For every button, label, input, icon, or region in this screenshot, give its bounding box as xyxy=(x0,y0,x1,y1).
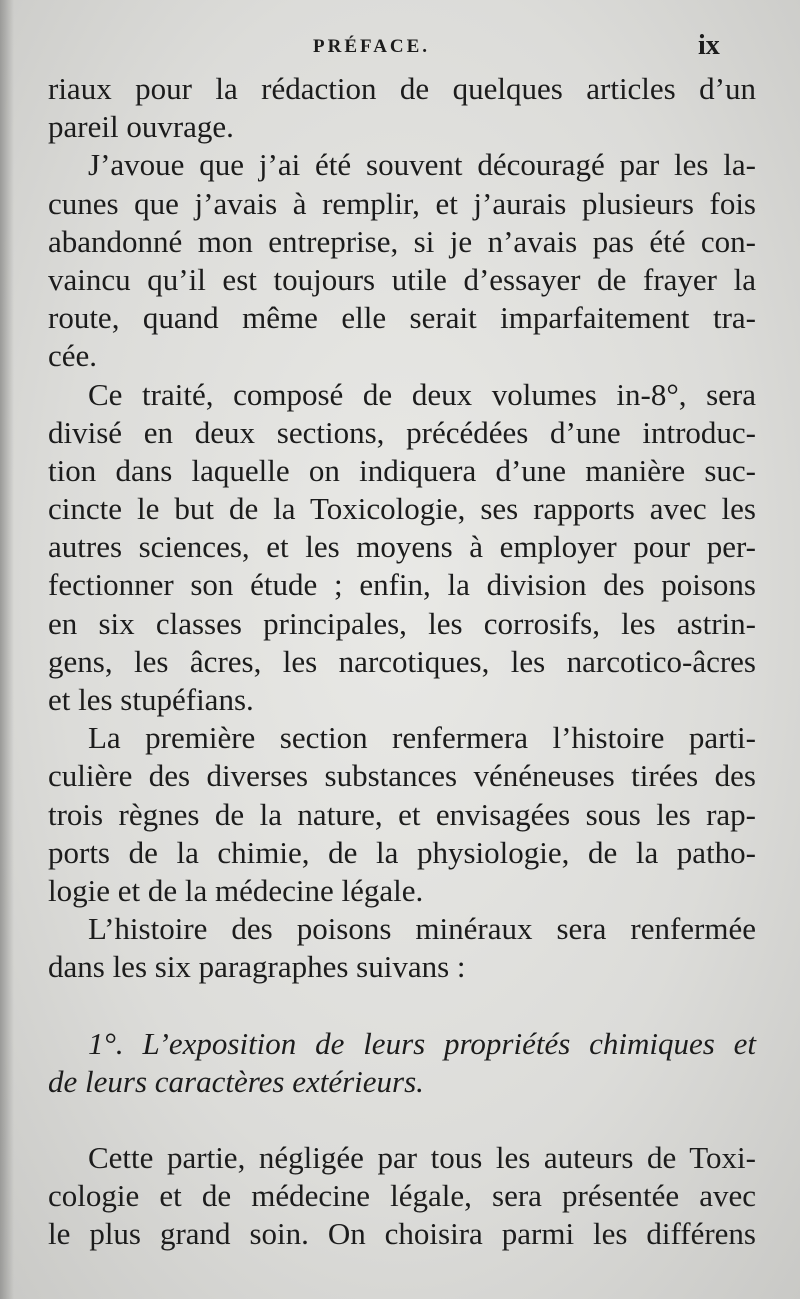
page-number: ix xyxy=(698,30,720,61)
text-line: tion dans laquelle on indiquera d’une manière suc- xyxy=(48,452,756,488)
section-heading-line: 1°. L’exposition de leurs propriétés chimiques et xyxy=(88,1025,756,1061)
text-line: divisé en deux sections, précédées d’une introduc- xyxy=(48,414,756,450)
text-line: J’avoue que j’ai été souvent découragé par les la- xyxy=(88,147,756,183)
text-line: trois règnes de la nature, et envisagées sous les rap- xyxy=(48,796,756,832)
running-title: PRÉFACE. xyxy=(313,36,431,57)
text-line: et les stupéfians. xyxy=(48,682,254,717)
text-line: La première section renfermera l’histoire parti- xyxy=(88,720,756,756)
text-line: abandonné mon entreprise, si je n’avais pas été con- xyxy=(48,223,756,259)
text-line: culière des diverses substances vénéneuses tirées des xyxy=(48,758,756,794)
text-line: ports de la chimie, de la physiologie, de la patho- xyxy=(48,834,756,870)
text-line: dans les six paragraphes suivans : xyxy=(48,949,466,985)
text-line: Cette partie, négligée par tous les auteurs de Toxi- xyxy=(88,1139,756,1175)
text-line: Ce traité, composé de deux volumes in-8°, sera xyxy=(88,376,756,412)
text-line: riaux pour la rédaction de quelques articles d’un xyxy=(48,71,756,106)
text-line: vaincu qu’il est toujours utile d’essayer de frayer la xyxy=(48,261,756,297)
text-line: le plus grand soin. On choisira parmi les différens xyxy=(48,1216,756,1252)
text-line: pareil ouvrage. xyxy=(48,109,234,145)
text-line: fectionner son étude ; enfin, la division des poisons xyxy=(48,567,756,603)
text-line: cée. xyxy=(48,338,98,374)
body-text xyxy=(48,70,756,1253)
text-line: autres sciences, et les moyens à employer pour per- xyxy=(48,529,756,565)
text-line: cologie et de médecine légale, sera présentée avec xyxy=(48,1178,756,1214)
text-line: L’histoire des poisons minéraux sera renfermée xyxy=(88,911,756,947)
text-line: en six classes principales, les corrosifs, les astrin- xyxy=(48,605,756,641)
text-line: route, quand même elle serait imparfaitement tra- xyxy=(48,300,756,336)
text-line: gens, les âcres, les narcotiques, les narcotico-âcres xyxy=(48,643,756,679)
text-line: cincte le but de la Toxicologie, ses rapports avec les xyxy=(48,491,756,527)
spacer xyxy=(48,1101,756,1139)
section-heading-line: de leurs caractères extérieurs. xyxy=(48,1063,424,1099)
page-header xyxy=(0,30,800,70)
text-line: cunes que j’avais à remplir, et j’aurais plusieurs fois xyxy=(48,185,756,221)
text-line: logie et de la médecine légale. xyxy=(48,872,424,908)
spacer xyxy=(48,987,756,1025)
